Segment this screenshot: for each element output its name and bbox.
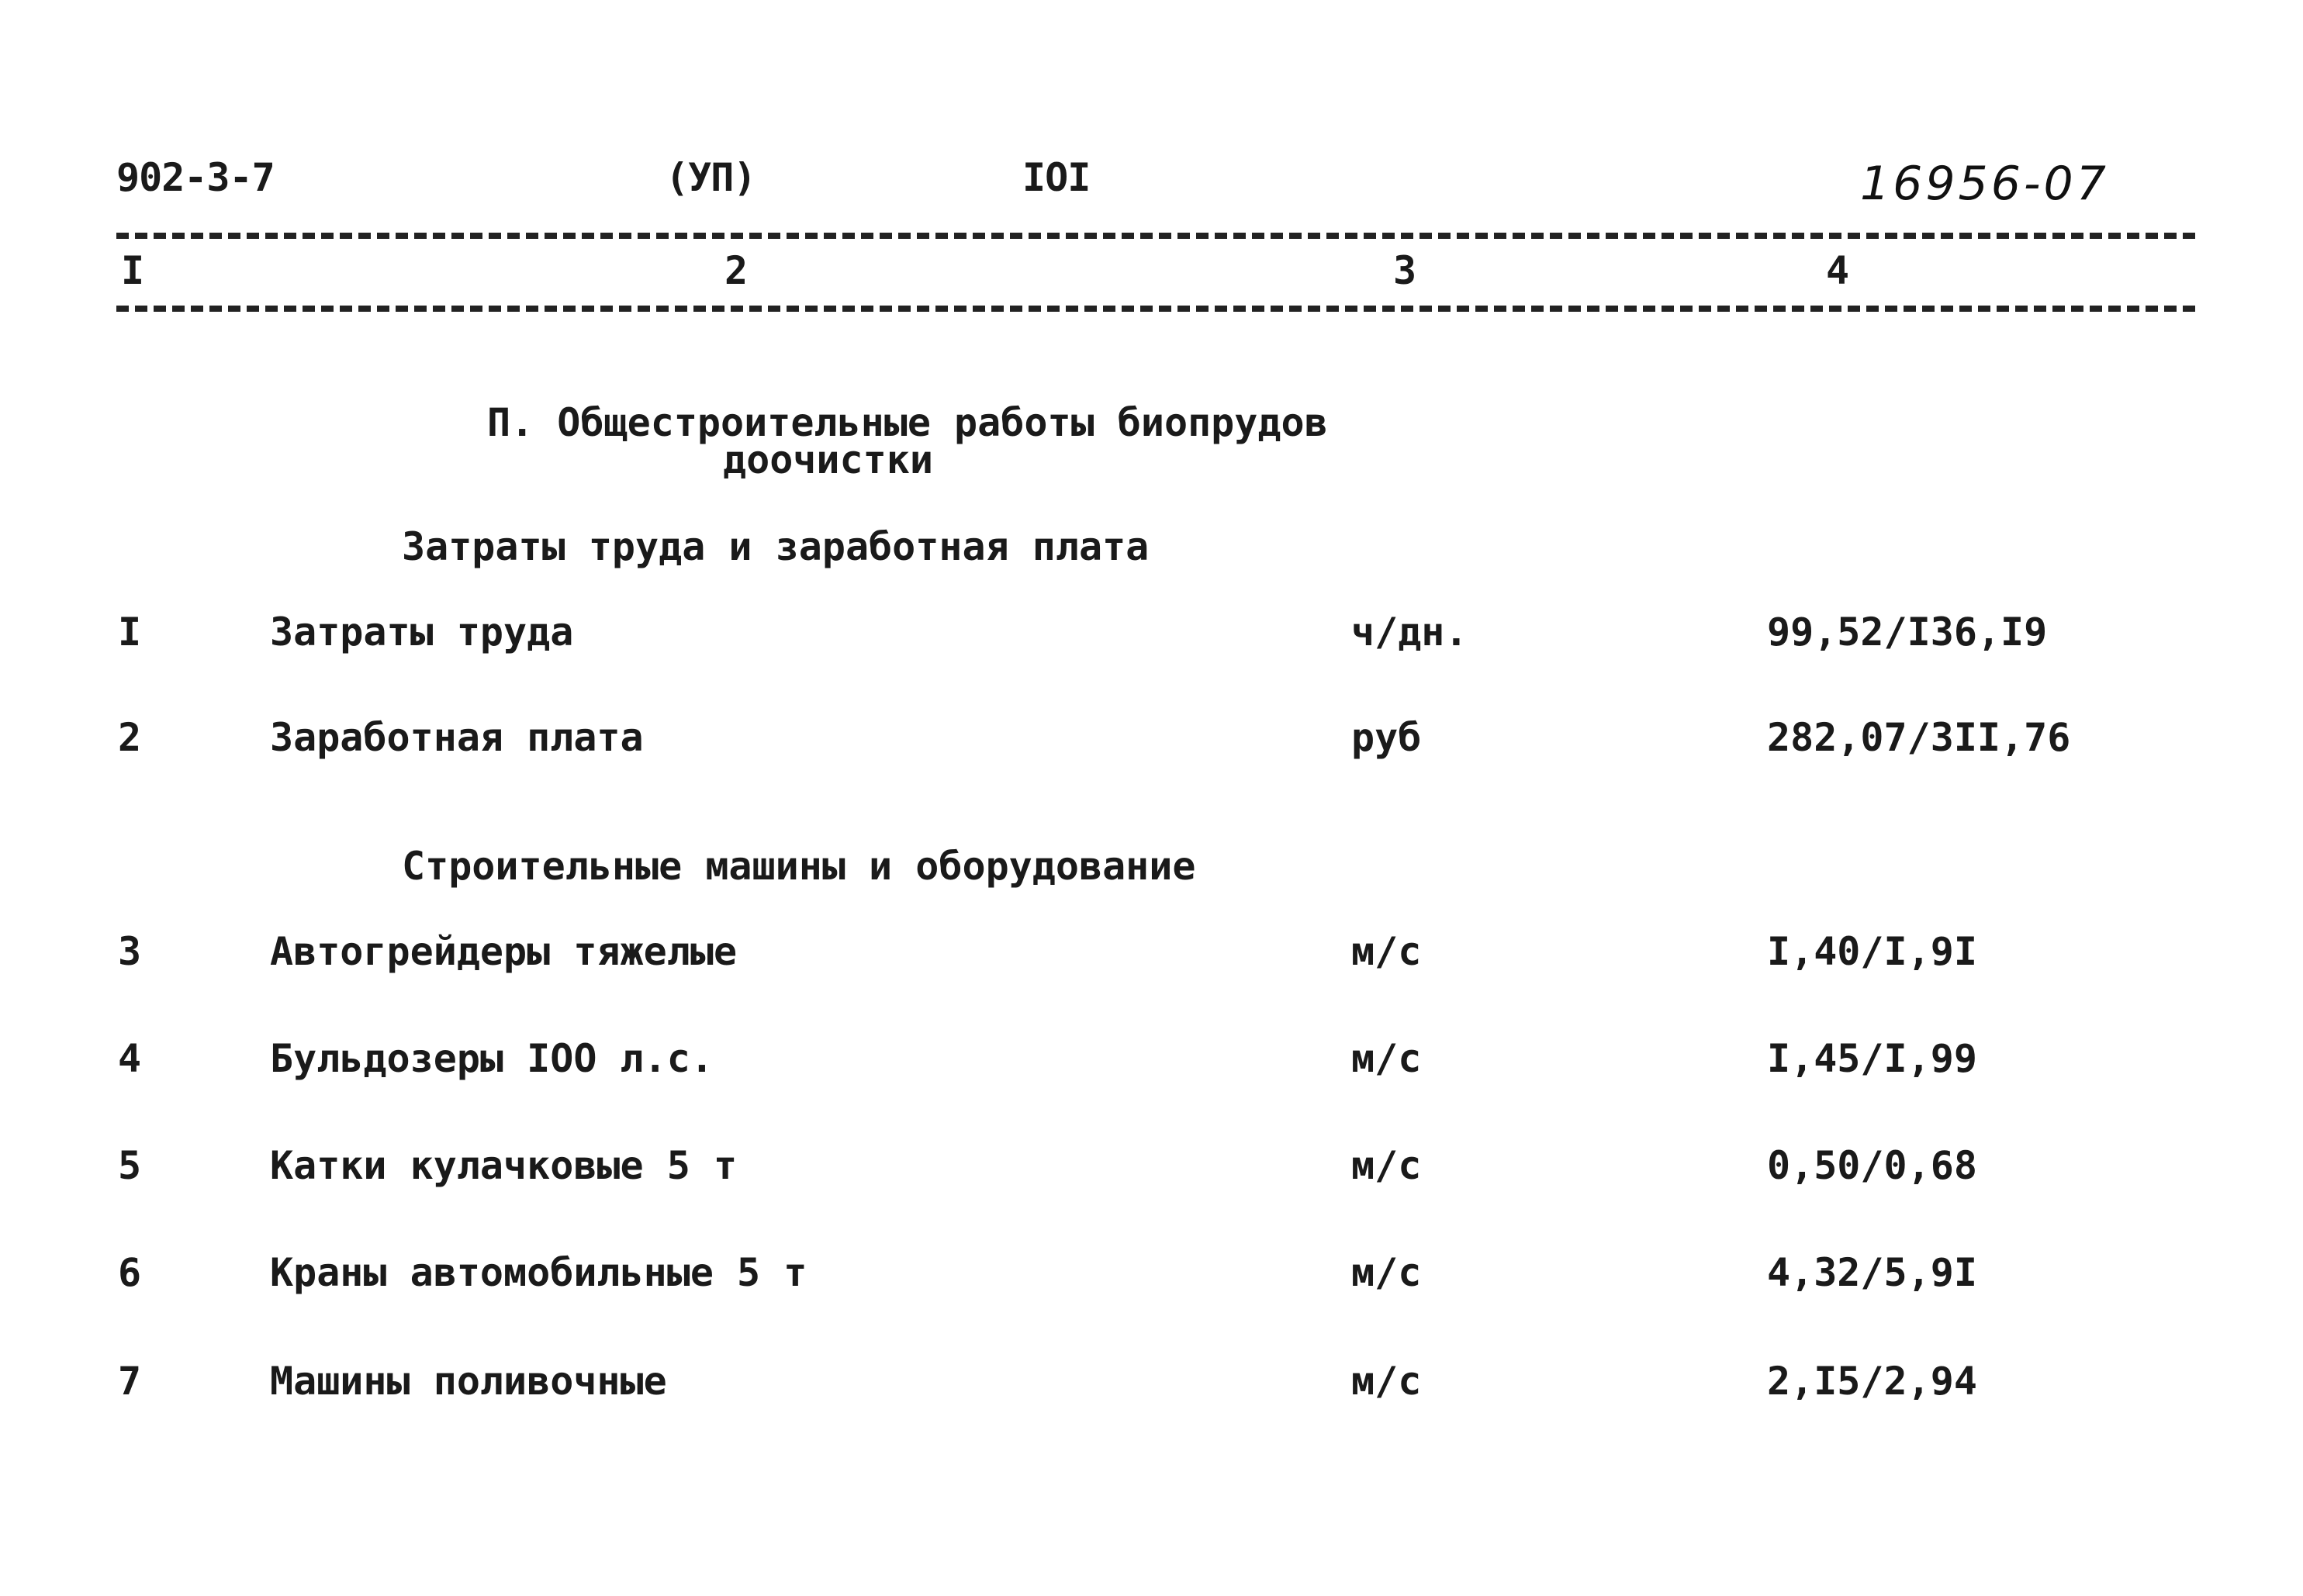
section-title-line1: П. Общестроительные работы биопрудов [487,400,1328,445]
table-row [0,1143,2303,1190]
row-number: I [118,610,142,655]
row-value: 2,I5/2,94 [1767,1359,1977,1404]
table-row [0,610,2303,656]
column-number-4: 4 [1826,248,1850,293]
row-name: Катки кулачковые 5 т [270,1143,738,1188]
row-number: 5 [118,1143,142,1188]
handwritten-doc-number: 16956-07 [1860,157,2109,211]
row-number: 3 [118,929,142,974]
row-name: Машины поливочные [270,1359,667,1404]
bottom-dashed-rule [116,306,2195,312]
table-row [0,1359,2303,1405]
row-name: Заработная плата [270,715,644,760]
row-number: 4 [118,1036,142,1081]
row-name: Краны автомобильные 5 т [270,1250,807,1295]
section-title-line2: доочистки [723,437,933,482]
row-number: 6 [118,1250,142,1295]
row-value: 282,07/3II,76 [1767,715,2071,760]
volume-label: (УП) [666,155,756,200]
column-number-3: 3 [1393,248,1417,293]
row-value: 99,52/I36,I9 [1767,610,2048,655]
row-value: I,45/I,99 [1767,1036,1977,1081]
row-unit: м/с [1351,1143,1422,1188]
row-value: 4,32/5,9I [1767,1250,1977,1295]
row-unit: ч/дн. [1351,610,1468,655]
table-row [0,715,2303,762]
table-row [0,929,2303,976]
table-row [0,1250,2303,1297]
column-number-1: I [121,248,145,293]
row-number: 7 [118,1359,142,1404]
row-number: 2 [118,715,142,760]
subsection-heading-machines: Строительные машины и оборудование [402,844,1196,889]
top-dashed-rule [116,233,2195,239]
row-unit: руб [1351,715,1422,760]
row-unit: м/с [1351,1036,1422,1081]
table-row [0,1036,2303,1083]
page-number: IOI [1022,155,1091,200]
row-name: Бульдозеры IOO л.с. [270,1036,714,1081]
document-code: 902-3-7 [116,155,275,200]
subsection-heading-labor: Затраты труда и заработная плата [402,524,1150,569]
column-number-2: 2 [724,248,749,293]
row-value: 0,50/0,68 [1767,1143,1977,1188]
row-unit: м/с [1351,1250,1422,1295]
row-value: I,40/I,9I [1767,929,1977,974]
row-unit: м/с [1351,929,1422,974]
row-unit: м/с [1351,1359,1422,1404]
row-name: Затраты труда [270,610,574,655]
row-name: Автогрейдеры тяжелые [270,929,738,974]
